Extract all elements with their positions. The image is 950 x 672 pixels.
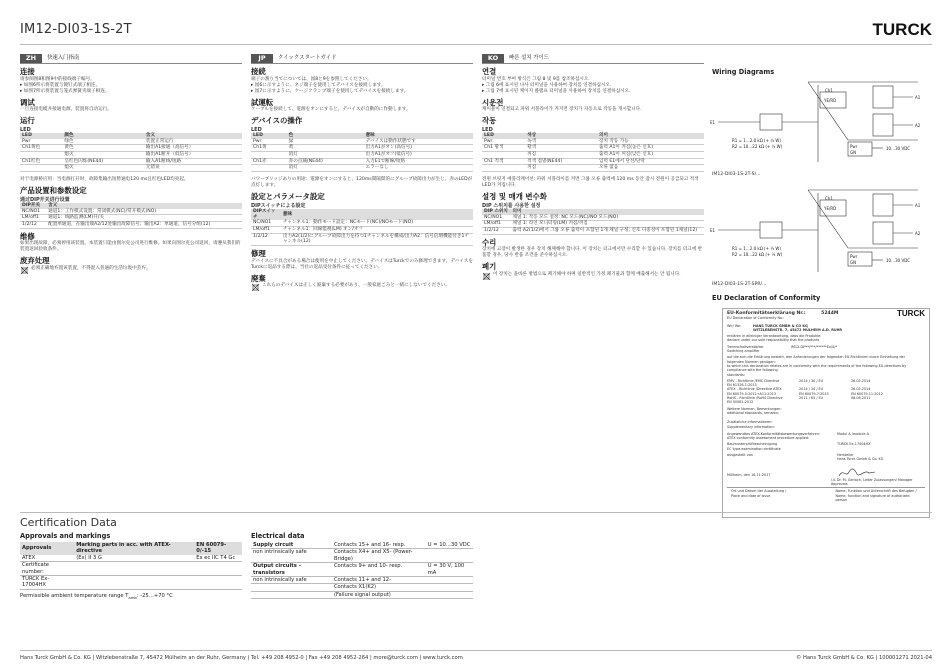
led-label: LED [482,126,493,133]
eu-address: WITZLEBENSTR. 7, 45472 MÜLHEIM A.D. RUHR [753,327,843,332]
eu-conform-2: folgenden Normen genügen: [727,359,776,364]
table-cell: Ch1黄 [251,145,287,152]
table-cell: NC/NO1 [20,209,46,215]
heading-operation: 작동 [482,116,497,126]
eu-directive-cell: ATEX - Richtlinie /Directive ATEX [727,387,782,392]
eu-doc-subtitle: EU Declaration of Conformity No.: [727,316,785,321]
eu-bvb-value: TURCK Ex-17004HX [837,442,871,447]
wiring-caption-2: IM12-DI03-1S-2T-SPR/... [712,282,767,287]
table-row [20,152,242,159]
wiring-diagrams-title: Wiring Diagrams [712,68,775,76]
table-cell: LM/off1 [482,221,511,228]
dip-table [482,209,704,235]
para-connection-b: ▸ 그림 6에 표시된 나사 터미널을 사용하여 장치를 연결하십시오. [482,82,612,88]
para-connection-b: ▸ 図6に示すように、ネジ端子を使用してデバイスを接続します。 [251,82,386,88]
table-row [251,227,473,234]
led-label: LED [251,126,262,133]
table-cell: 黄 [287,145,364,152]
table-cell: 出力A1がオン(高信号) [364,145,473,152]
table-cell: Ch1红色 [20,158,62,165]
header-rule [20,44,932,45]
table-cell: エラーなし [364,165,473,172]
table-cell: 1/2/12 [20,221,46,228]
electrical-cell: Contacts 15+ and 16- resp. [332,542,426,549]
approvals-cell [74,562,194,576]
table-cell: 出力A2(1/2)にグループ故障出力を持つ1チャンネルを構成/出力A2：信号倍増機能付き1チャンネル(12) [281,233,473,245]
table-cell: チャンネル1：回線監視(LM) オン/オフ [281,227,473,234]
para-connection-c: ▸ 如图7所示将装置与笼式弹簧夹端子相连。 [20,88,110,94]
electrical-cell [426,577,473,584]
eu-place-date: Mülheim, den 16.11.2017 [727,473,771,478]
lang-bar [482,54,704,64]
svg-text:A2: A2 [915,231,921,236]
svg-text:Pwr: Pwr [850,144,858,149]
lang-tag: ZH [20,54,42,63]
table-cell: 입력 E1에서 단선/단락 [597,158,704,165]
para-connection-b: ▸ 如图6所示将装置与镀钉式端子相连。 [20,82,101,88]
sub-settings: DIP 스위치를 사용한 설정 [482,202,541,209]
table-row [482,165,704,172]
svg-text:GN: GN [850,150,857,155]
heading-repair: 维修 [20,231,35,241]
led-header: LED [20,133,62,139]
para-connection: 请参阅图8和图9中的接线端子编号。 [20,76,95,82]
svg-text:Ch1: Ch1 [825,88,833,93]
table-row [20,215,242,222]
table-cell: 황색 [525,145,597,152]
table-cell: 꺼짐 [525,152,597,159]
table-cell: 오류 없음 [597,165,704,172]
approvals-row [20,576,242,590]
approvals-cell [194,562,242,576]
table-cell: 緑 [287,139,364,145]
eu-more: Weitere Normen, Bemerkungen: [727,406,782,411]
eu-zusatz-en: Supplementary information: [727,424,775,429]
wiring-diagram-2 [708,188,930,280]
column-zh [20,54,242,274]
electrical-cell: (Failure signal output) [332,591,426,598]
eu-issued-value: Hersteller [837,453,854,458]
approvals-title: Approvals and markings [20,532,111,540]
para-disposal: 必须正确地弃置该装置，不得混入普通的生活垃圾中丢弃。 [31,265,151,271]
electrical-cell [251,584,332,591]
heading-disposal: 폐기 [482,262,497,272]
para-commissioning: 一旦连接电缆并接通电源，装置将自动运行。 [20,107,112,113]
svg-text:A1: A1 [915,95,921,100]
table-cell: NC/NO1 [482,215,511,221]
table-cell: 通道1：工作模式设置：常闭模式(NC)/常开模式(NO) [46,209,242,215]
approvals-cell: Certificate number: [20,562,74,576]
table-cell: 无错误 [144,165,242,172]
svg-text:R1 = 1…2.0 kΩ (+ ¼ W): R1 = 1…2.0 kΩ (+ ¼ W) [732,246,781,251]
column-jp [251,54,473,291]
eu-notified-value: Modul A /module A [837,431,869,436]
heading-commissioning: 試運転 [251,97,274,107]
table-cell: 赤の点滅(NE44) [287,158,364,165]
eu-directive-cell: EN 60079-7:2015 [799,391,829,396]
led-table [482,133,704,172]
table-cell: NC/NO1 [251,220,281,226]
table-cell: Pwr [251,139,287,145]
electrical-data-title: Electrical data [251,532,305,540]
electrical-cell: Contacts X4+ and X5- (Power-Bridge) [332,549,426,563]
svg-text:GN: GN [850,260,857,265]
para-power-bridge: 对于电源桥应用：当电源打开时，故障集输出短暂通电120 ms且红色LED均亮起。 [20,177,189,183]
table-row [20,221,242,228]
led-header: 색상 [525,133,597,139]
certification-data-title: Certification Data [20,516,117,529]
electrical-cell: non intrinsically safe [251,549,332,563]
document-title: IM12-DI03-1S-2T [20,22,132,37]
table-cell: 消灯 [287,152,364,159]
table-cell [251,165,287,172]
eu-directive-cell: EN 61326-1:2013 [727,383,757,388]
table-cell: 적색 점멸(NE44) [525,158,597,165]
electrical-row [251,577,473,584]
svg-text:10…30 VDC: 10…30 VDC [886,146,911,151]
table-row [20,158,242,165]
ambient-temperature: Permissible ambient temperature range $T_{amb}$: -25…+70 °C [20,593,173,601]
para-connection-c: ▸ 図7に示すように、ケージクランプ端子を使用してデバイスを接続します。 [251,88,409,94]
eu-directive-cell: RoHS - Richtlinie /RoHS Directive [727,396,783,401]
led-header: 의미 [597,133,704,139]
table-cell: 入力E1で断線/短絡 [364,158,473,165]
approvals-cell: ATEX [20,555,74,562]
lang-bar [20,54,242,64]
table-cell: Ch1黄色 [20,145,62,152]
electrical-cell: Contacts 11+ and 12- [332,577,426,584]
table-row [482,221,704,228]
table-cell: 输入A1断线/短路 [144,158,242,165]
waste-bin-icon [20,266,29,274]
dip-header: 의미 [511,209,704,215]
heading-settings: 설정 및 매개 변수화 [482,192,547,202]
electrical-cell: Output circuits – transistors [251,563,332,577]
table-row [251,152,473,159]
waste-bin-icon [251,283,260,291]
svg-text:TURCK: TURCK [872,20,932,38]
eu-directive-cell: EMV - Richtlinie /EMC Directive [727,378,780,383]
column-ko [482,54,704,280]
dip-header: DIPスイッチ [251,209,281,220]
para-repair: デバイスに不具合がある場合は使用を中止してください。デバイスはTurckでのみ修理できます。デバイスをTurckに返品する際は、当社の返品受付条件に従ってください。 [251,258,473,270]
eu-doc-title: EU-Konformitätserklärung Nr.: [727,311,806,316]
turck-logo [836,20,932,38]
heading-commissioning: 调试 [20,97,35,107]
table-cell [20,165,62,172]
para-power-bridge: パワーブリッジありの用途：電源をオンにすると、120ms間隔間的にグループ故障出力が生じ、赤のLEDが点灯します。 [251,177,473,189]
heading-connection: 연결 [482,67,497,76]
eu-product-label: Trennschaltverstärker [727,344,764,349]
table-row [482,152,704,159]
dip-header: DIP开关 [20,203,46,209]
table-row [482,158,704,165]
para-connection: 端子の割り当てについては、図8と9を参照してください。 [251,76,372,82]
wiring-diagram-1 [708,80,930,170]
approvals-header: Approvals [20,542,74,555]
table-cell: 熄灭 [62,152,144,159]
table-row [251,165,473,172]
approvals-table [20,542,242,590]
eu-declaration-document [722,308,930,518]
eu-conform-4: standards: [727,372,745,377]
table-cell: 1/2/12 [482,228,511,235]
eu-bottom-1: Ort und Datum der Ausstellung / [731,489,787,494]
electrical-cell: Supply circuit [251,542,332,549]
electrical-cell: U = 10…30 VDC [426,542,473,549]
electrical-cell: Contacts X1(K2) [332,584,426,591]
table-row [251,233,473,245]
footer-rule [20,650,932,651]
wiring-caption-1: IM12-DI03-1S-2T-S/... [712,172,761,177]
table-cell [482,165,525,172]
table-row [251,145,473,152]
waste-bin-icon [482,272,491,280]
eu-declare-line-1: erklären in alleiniger Verantwortung, dass die Produkte [727,334,821,339]
para-commissioning: ケーブルを接続して、電源をオンにすると、デバイスが自動的に作動します。 [251,107,411,113]
eu-directive-cell [799,400,851,404]
approvals-cell: ⟨Ex⟩ II 3 G [74,555,194,562]
electrical-cell [426,591,473,598]
footer-contact: Hans Turck GmbH & Co. KG | Witzlebenstraße 7, 45472 Mülheim an der Ruhr, Germany | Tel. +49 208 4952-0 | Fax +49 208 4952-264 | more@turck.com | www.turck.com [20,655,463,661]
eu-directives [723,377,929,405]
svg-text:YE/RD: YE/RD [824,98,837,103]
table-cell [251,152,287,159]
eu-zusatz: Zusätzliche Informationen: [727,420,773,425]
svg-text:YE/RD: YE/RD [824,206,837,211]
heading-disposal: 废弃处理 [20,256,50,266]
table-cell: Ch1 적색 [482,158,525,165]
approvals-cell: Ex ec IIC T4 Gc [194,555,242,562]
approvals-row [20,562,242,576]
electrical-cell [426,549,473,563]
heading-operation: 运行 [20,116,35,126]
table-cell: 채널 1: 작동 모드 설정: NC 모드(NC)/NO 모드(NO) [511,215,704,221]
electrical-row [251,584,473,591]
eu-conform-3: to which this declaration relates are in conformity with the requirements of the following EU-directives by compliance with the following [727,363,907,373]
led-header: 含义 [144,133,242,139]
eu-signature-line: i.V. Dr. M. Gerlach, Leiter Zulassungen/ Manager Approvals [830,477,913,486]
table-cell: Ch1赤 [251,158,287,165]
table-cell: 黄色 [62,145,144,152]
sub-settings: 通过DIP开关进行设置 [20,196,70,203]
table-cell: 输出A1接通（高信号） [144,145,242,152]
table-cell: チャンネル1：動作モード設定：NCモード(NC)/NOモード(NO) [281,220,473,226]
svg-text:E1: E1 [710,120,716,125]
heading-settings: 設定とパラメータ設定 [251,192,325,202]
eu-bvb-en: EC type-examination certificate [727,446,781,451]
led-label: LED [20,126,31,133]
table-cell: 출력 A1이 켜짐(높은 신호) [597,145,704,152]
electrical-cell [426,584,473,591]
heading-settings: 产品设置和参数设定 [20,186,87,196]
svg-text:E1: E1 [710,228,716,233]
eu-bottom-2: Place and date of issue [731,493,771,498]
lang-bar-title: 快速入门指南 [47,55,80,62]
eu-directive-cell: EN 60079-0:2012+A11:2013 [727,391,776,396]
table-cell: デバイスは動作状態です [364,139,473,145]
electrical-row [251,549,473,563]
eu-bottom-4: Name, function and signature of authorized person [835,493,910,502]
table-cell: LM/off1 [20,215,46,222]
heading-connection: 接続 [251,67,266,76]
table-cell: 출력 A1이 꺼짐(낮은 신호) [597,152,704,159]
para-connection: 터미널 번호 부여 방식은 그림 8 및 9를 참조하십시오. [482,76,590,82]
eu-bvb: Baumusterprüfbescheinigung [727,442,778,447]
para-repair: 如果出现故障，必须停用该装置。本装置只能由图尔克公司进行维修。如果向图尔克公司返回，请遵从我们的装置返回验收条件。 [20,241,241,253]
electrical-row [251,563,473,577]
eu-turck-logo: TURCK [897,309,925,318]
para-connection-c: ▸ 그림 7에 표시된 케이지 클램프 터미널을 사용하여 장치를 연결하십시오. [482,88,631,94]
eu-doc-number: 5244M [821,311,839,316]
table-cell [20,152,62,159]
table-cell: 出力A1がオフ(低信号) [364,152,473,159]
footer-copyright: © Hans Turck GmbH & Co. KG | 100001271 2021-04 [796,655,932,661]
eu-company: HANS TURCK GMBH & CO KG [753,323,808,328]
table-cell: 装置正常运行 [144,139,242,145]
para-commissioning: 케이블이 연결되고 파워 서플라이가 켜지면 장치가 자동으로 작동을 개시합니다. [482,107,642,113]
approvals-cell: TURCK Ex-17004HX [20,576,74,590]
dip-table [20,203,242,229]
eu-more-en: additional standards, remarks: [727,410,779,415]
led-header: LED [482,133,525,139]
dip-table [251,209,473,246]
lang-bar [251,54,473,64]
eu-issued-value-2: Hans Turck GmbH & Co. KG [837,457,884,462]
approvals-row [20,555,242,562]
table-cell: Pwr [20,139,62,145]
eu-bottom-3: Name, Funktion und Unterschrift des Befugten / [835,489,917,494]
sub-settings: DIPスイッチによる設定 [251,202,306,209]
led-header: LED [251,133,287,139]
table-row [251,158,473,165]
svg-text:Pwr: Pwr [850,254,858,259]
table-cell: 1/2/12 [251,233,281,245]
table-cell: 消灯 [287,165,364,172]
eu-directive-cell: 2014 / 34 / EU [799,387,824,392]
cert-rule [20,512,932,513]
lang-tag: JP [251,54,273,63]
eu-notified: Angewandtes ATEX-Konformitätsbewertungsverfahren: [727,431,821,436]
approvals-cell [194,576,242,590]
eu-directive-cell: 26.02.2014 [851,387,871,392]
eu-issued: ausgestellt von [727,453,753,458]
table-cell: 장치 작동 가능 [597,139,704,145]
signature [837,468,877,478]
eu-declare-line-2: declare under our sole responsibility that the products [727,338,820,343]
table-cell: 配置单通道，在输出端A2/12处输出故障信号；输出A2：单通道，信号分组(12) [46,221,242,228]
heading-operation: デバイスの操作 [251,116,303,126]
para-power-bridge: 전원 브릿지 애플리케이션: 파워 서플라이를 켜면 그룹 오류 출력에 120 ms 동안 잠시 전원이 공급되고 적색 LED가 켜집니다. [482,177,699,189]
standard-header: EN 60079-0/-15 [194,542,242,555]
table-cell: 녹색 [525,139,597,145]
lang-bar-title: 빠른 설치 가이드 [509,55,549,62]
heading-connection: 连接 [20,67,35,76]
eu-product-value: IM12-DI***/***/******Ex/0/* [791,344,837,349]
electrical-cell: Contacts 9+ and 10- resp. [332,563,426,577]
svg-text:R1 = 1…2.0 kΩ (+ ¼ W): R1 = 1…2.0 kΩ (+ ¼ W) [732,138,781,143]
eu-directive-cell: 26.02.2014 [851,378,871,383]
table-row [20,145,242,152]
eu-notified-en: ATEX conformity assessment procedure applied: [727,436,810,441]
lang-tag: KO [482,54,504,63]
eu-declaration-title: EU Declaration of Conformity [712,294,821,302]
svg-text:10…30 VDC: 10…30 VDC [886,258,911,263]
eu-directive-cell: 2014 / 30 / EU [799,378,824,383]
heading-repair: 修理 [251,249,266,259]
dip-header: 含义 [46,203,242,209]
marking-header: Marking parts in acc. with ATEX-directive [74,542,194,555]
dip-header: 意味 [281,209,473,220]
approvals-cell [74,576,194,590]
table-row [20,165,242,172]
eu-directive-cell: 08.06.2011 [851,396,871,401]
electrical-table [251,542,473,599]
led-header: 颜色 [62,133,144,139]
heading-disposal: 廃棄 [251,273,266,283]
eu-directive-cell: EN 60079-11:2012 [851,391,883,396]
table-row [482,145,704,152]
svg-text:Ch1: Ch1 [825,196,833,201]
table-cell: Pwr [482,139,525,145]
electrical-row [251,591,473,598]
led-header: 色 [287,133,364,139]
eu-conform-1: auf die sich die Erklärung bezieht, den Anforderungen der folgenden EU-Richtlinien durch Einhaltung der [727,355,906,360]
table-cell: 通道1：线路监测(LM)开/关 [46,215,242,222]
table-cell: Ch1 황색 [482,145,525,152]
para-disposal: これらのデバイスは正しく廃棄する必要があり、一般家庭ごみと一緒にしないでください。 [262,283,451,289]
led-table [251,133,473,172]
lang-bar-title: クイックスタートガイド [278,55,337,62]
heading-repair: 수리 [482,237,497,247]
eu-we-label: Wir/ We: [727,323,742,328]
table-cell: 熄灭 [62,165,144,172]
eu-directive-cell: 2011 / 65 / EU [799,396,824,401]
eu-directive-cell: EN 50581:2012 [727,400,754,405]
table-cell: LM/off1 [251,227,281,234]
svg-text:R2 = 10…22 kΩ (+ ¼ W): R2 = 10…22 kΩ (+ ¼ W) [732,252,783,257]
electrical-cell [251,591,332,598]
table-cell: 채널 1: 라인 모니터링(LM) 켜짐/꺼짐 [511,221,704,228]
electrical-cell: U = 30 V, 100 mA [426,563,473,577]
table-cell: 꺼짐 [525,165,597,172]
table-cell: 呈红色闪烁(NE44) [62,158,144,165]
eu-product-label-en: Switching amplifier [727,349,760,354]
table-row [482,228,704,235]
table-cell: 출력 A2(1/2)에서 그룹 오류 출력이 포함된 1개 채널 구성; 신호 다중성이 포함된 1채널(12) [511,228,704,235]
svg-text:A1: A1 [915,203,921,208]
para-repair: 장치에 고장이 발생한 경우 장치 해체해야 합니다. 이 장치는 터크에서만 수리할 수 있습니다. 장치를 터크에 반품할 경우, 당사 반품 조건을 준수하십시오. [482,247,703,259]
led-table [20,133,242,172]
led-header: 意味 [364,133,473,139]
para-disposal: 이 장치는 올바른 방법으로 폐기해야 하며 일반적인 가정 폐기물과 함께 배출해서는 안 됩니다. [493,271,681,277]
heading-commissioning: 시운전 [482,97,504,107]
svg-text:A2: A2 [915,123,921,128]
table-cell: 输出A1断开（低信号） [144,152,242,159]
svg-text:R2 = 10…22 kΩ (+ ¼ W): R2 = 10…22 kΩ (+ ¼ W) [732,144,783,149]
table-cell: 绿色 [62,139,144,145]
table-cell [482,152,525,159]
electrical-cell: non intrinsically safe [251,577,332,584]
electrical-row [251,542,473,549]
dip-header: DIP 스위치 [482,209,511,215]
